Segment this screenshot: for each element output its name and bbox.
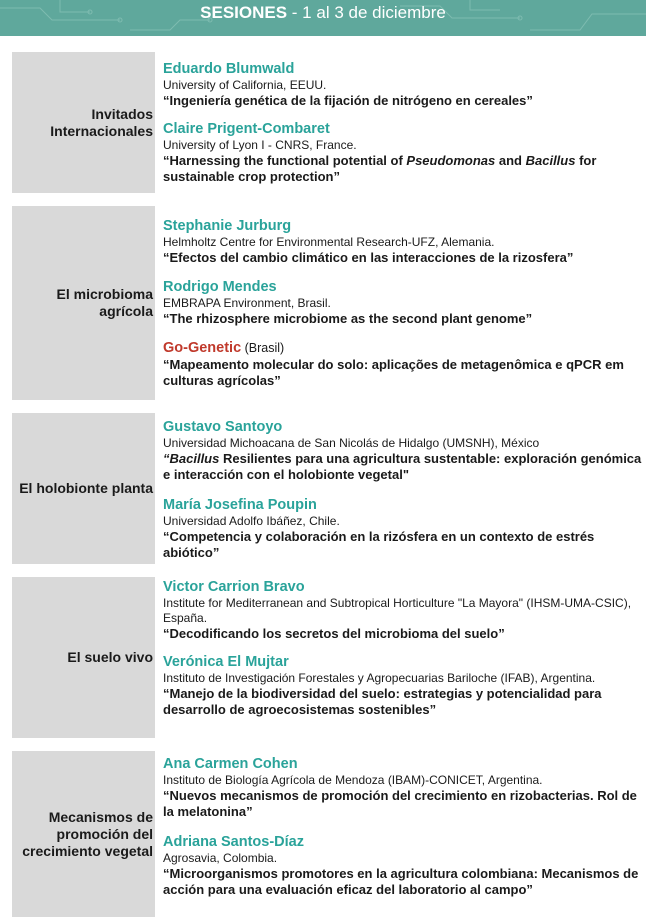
speaker-affiliation: Instituto de Investigación Forestales y Agropecuarias Bariloche (IFAB), Argentina. (163, 671, 596, 685)
speaker-affiliation: Institute for Mediterranean and Subtropical Horticulture "La Mayora" (IHSM-UMA-CSIC), España. (163, 596, 632, 625)
talk-title: “Ingeniería genética de la fijación de nitrógeno en cereales” (163, 93, 533, 108)
talk-title: “Mapeamento molecular do solo: aplicações de metagenômica e qPCR em culturas agrícolas” (163, 357, 624, 388)
speaker-affiliation: Helmholtz Centre for Environmental Research-UFZ, Alemania. (163, 235, 495, 249)
talk-title: “Harnessing the functional potential of Pseudomonas and Bacillus for sustainable crop protection” (163, 153, 597, 184)
speaker-affiliation: Instituto de Biología Agrícola de Mendoza (IBAM)-CONICET, Argentina. (163, 773, 543, 787)
speaker-name: Adriana Santos-Díaz (163, 834, 304, 850)
talk-title: “Nuevos mecanismos de promoción del crecimiento en rizobacterias. Rol de la melatonina” (163, 788, 637, 819)
banner-dates: - 1 al 3 de diciembre (287, 3, 446, 22)
speaker-affiliation: University of Lyon I - CNRS, France. (163, 138, 357, 152)
speaker-entry (163, 833, 644, 898)
section-label: Mecanismos de promoción del crecimiento vegetal (12, 751, 155, 917)
speaker-name: María Josefina Poupin (163, 497, 317, 513)
speaker-entry (163, 217, 644, 266)
speaker-affiliation: University of California, EEUU. (163, 78, 327, 92)
section-label: El holobionte planta (12, 413, 155, 564)
section-microbioma (12, 206, 644, 400)
speaker-name: Claire Prigent-Combaret (163, 121, 330, 137)
banner-title (0, 0, 646, 25)
speaker-entry (163, 60, 644, 109)
section-mecanismos (12, 751, 644, 917)
speaker-entry (163, 496, 644, 561)
speaker-name: Go-Genetic (Brasil) (163, 340, 285, 356)
speaker-name: Verónica El Mujtar (163, 654, 289, 670)
speaker-affiliation: Universidad Michoacana de San Nicolás de Hidalgo (UMSNH), México (163, 436, 540, 450)
section-holobionte (12, 413, 644, 564)
speaker-name: Eduardo Blumwald (163, 61, 295, 77)
speaker-entry (163, 578, 644, 642)
talk-title: “Decodificando los secretos del microbioma del suelo” (163, 626, 505, 641)
talk-title: “The rhizosphere microbiome as the second plant genome” (163, 311, 533, 326)
speaker-entry (163, 653, 644, 718)
speaker-name: Stephanie Jurburg (163, 218, 292, 234)
banner-heading: SESIONES (200, 3, 288, 22)
talk-title: “Manejo de la biodiversidad del suelo: estrategias y potencialidad para desarrollo de agroecosistemas sostenibles” (163, 686, 602, 717)
section-invitados (12, 52, 644, 193)
talk-title: “Efectos del cambio climático en las interacciones de la rizosfera” (163, 250, 574, 265)
speaker-affiliation: Universidad Adolfo Ibáñez, Chile. (163, 514, 340, 528)
speaker-affiliation: EMBRAPA Environment, Brasil. (163, 296, 331, 310)
speaker-entry (163, 278, 644, 327)
talk-title: “Competencia y colaboración en la rizósfera en un contexto de estrés abiótico” (163, 529, 595, 560)
talk-title: “Bacillus Resilientes para una agricultura sustentable: exploración genómica e interacción con el holobionte vegetal" (163, 451, 642, 482)
talk-title: “Microorganismos promotores en la agricultura colombiana: Mecanismos de acción para una evaluación eficaz del laboratorio al campo” (163, 866, 639, 897)
section-label: El microbioma agrícola (12, 206, 155, 400)
speaker-name: Ana Carmen Cohen (163, 756, 298, 772)
speaker-entry (163, 755, 644, 820)
section-label: Invitados Internacionales (12, 52, 155, 193)
speaker-country: (Brasil) (241, 341, 285, 355)
speaker-entry (163, 418, 644, 483)
speaker-name: Rodrigo Mendes (163, 279, 277, 295)
section-label: El suelo vivo (12, 577, 155, 738)
speaker-affiliation: Agrosavia, Colombia. (163, 851, 278, 865)
speaker-entry (163, 120, 644, 185)
speaker-name: Gustavo Santoyo (163, 419, 283, 435)
section-suelo-vivo (12, 577, 644, 738)
speaker-entry (163, 339, 644, 389)
speaker-name: Victor Carrion Bravo (163, 579, 305, 595)
sessions-banner (0, 0, 646, 36)
